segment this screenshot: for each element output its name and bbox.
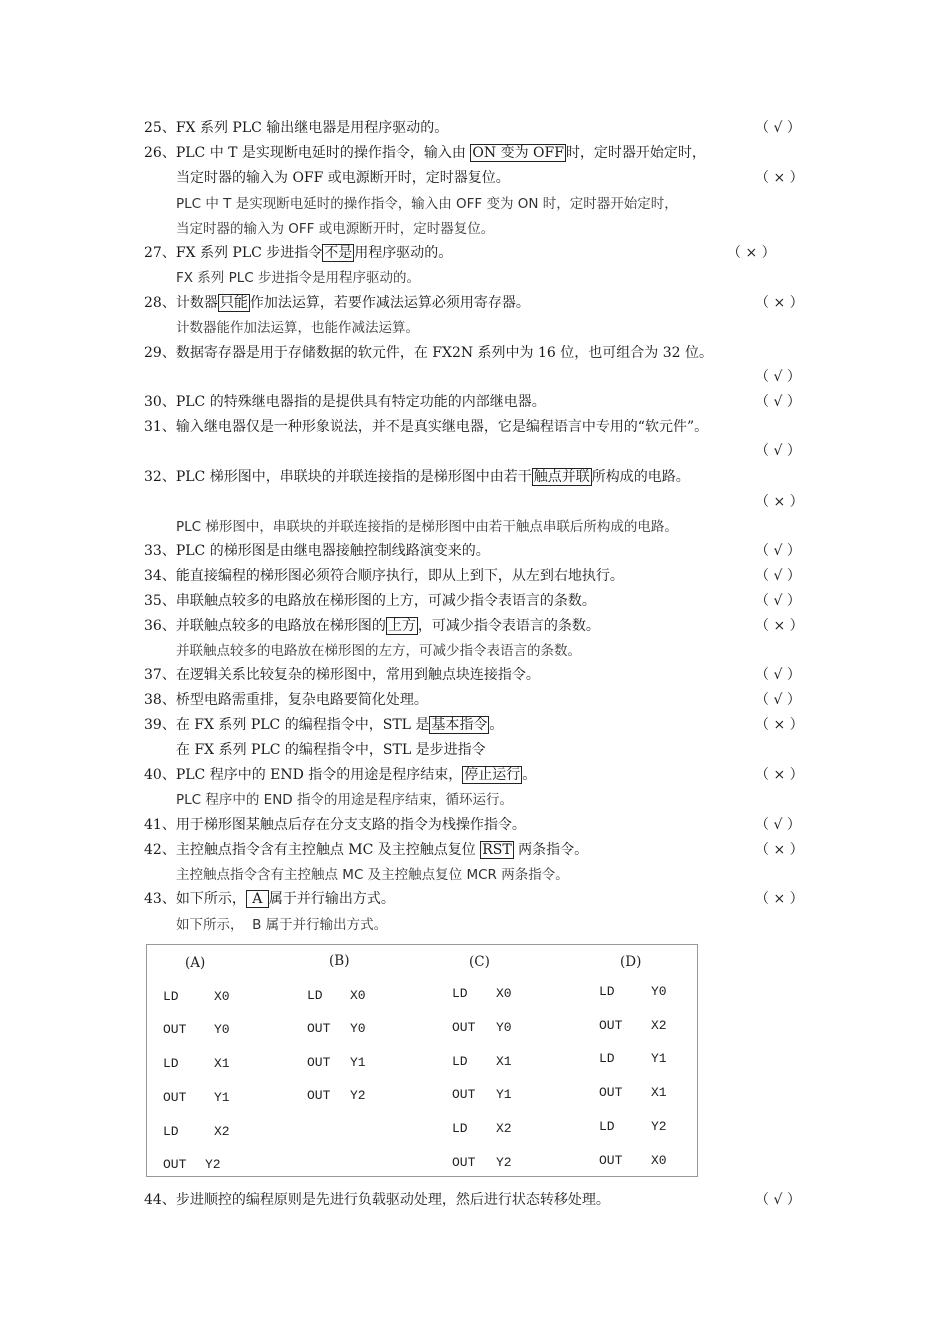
- question-42-part-b: 两条指令。: [513, 842, 589, 858]
- question-35: 35、串联触点较多的电路放在梯形图的上方，可减少指令表语言的条数。: [144, 593, 596, 609]
- col-d-arg-5: Y2: [651, 1119, 667, 1134]
- col-c-op-4: OUT: [452, 1087, 476, 1102]
- answer-mark-41: （ √ ）: [755, 817, 801, 833]
- col-d-arg-6: X0: [651, 1153, 667, 1168]
- correction-27: FX 系列 PLC 步进指令是用程序驱动的。: [176, 270, 420, 286]
- question-32-part-a: 32、PLC 梯形图中，串联块的并联连接指的是梯形图中由若干: [144, 469, 532, 485]
- question-37: 37、在逻辑关系比较复杂的梯形图中，常用到触点块连接指令。: [144, 667, 540, 683]
- col-c-op-5: LD: [452, 1121, 468, 1136]
- answer-mark-25: （ √ ）: [755, 120, 801, 136]
- error-box-26: ON 变为 OFF: [472, 145, 564, 161]
- column-c-header: (C): [469, 954, 490, 970]
- question-26-line2: 当定时器的输入为 OFF 或电源断开时，定时器复位。: [176, 170, 510, 186]
- answer-mark-40: （ × ）: [755, 767, 804, 783]
- question-36-part-a: 36、并联触点较多的电路放在梯形图的: [144, 618, 386, 634]
- answer-mark-36: （ × ）: [755, 618, 804, 634]
- col-c-arg-1: X0: [496, 986, 512, 1001]
- answer-mark-43: （ × ）: [755, 891, 804, 907]
- question-27-part-b: 用程序驱动的。: [354, 245, 453, 261]
- question-41: 41、用于梯形图某触点后存在分支支路的指令为栈操作指令。: [144, 817, 526, 833]
- question-42-part-a: 42、主控触点指令含有主控触点 MC 及主控触点复位: [144, 842, 481, 858]
- answer-mark-39: （ × ）: [755, 717, 804, 733]
- col-a-op-4: OUT: [163, 1090, 187, 1105]
- col-c-op-1: LD: [452, 986, 468, 1001]
- correction-40: PLC 程序中的 END 指令的用途是程序结束，循环运行。: [176, 792, 513, 808]
- instruction-list-table: [146, 944, 698, 1177]
- error-box-40: 停止运行: [464, 767, 521, 783]
- col-d-op-1: LD: [599, 984, 615, 999]
- question-38: 38、桥型电路需重排，复杂电路要简化处理。: [144, 692, 428, 708]
- correction-42: 主控触点指令含有主控触点 MC 及主控触点复位 MCR 两条指令。: [176, 867, 569, 883]
- col-a-arg-1: X0: [214, 989, 230, 1004]
- col-d-op-5: LD: [599, 1119, 615, 1134]
- answer-mark-30: （ √ ）: [755, 394, 801, 410]
- question-29: 29、数据寄存器是用于存储数据的软元件，在 FX2N 系列中为 16 位，也可组合为 32 位。: [144, 345, 713, 361]
- correction-39: 在 FX 系列 PLC 的编程指令中，STL 是步进指令: [176, 742, 486, 758]
- question-25: [144, 118, 448, 138]
- col-c-arg-4: Y1: [496, 1087, 512, 1102]
- col-d-op-4: OUT: [599, 1085, 623, 1100]
- correction-43: 如下所示， B 属于并行输出方式。: [176, 917, 388, 933]
- col-d-op-3: LD: [599, 1051, 615, 1066]
- answer-mark-42: （ × ）: [755, 842, 804, 858]
- question-36-part-b: ，可减少指令表语言的条数。: [417, 618, 600, 634]
- col-d-arg-3: Y1: [651, 1051, 667, 1066]
- column-d-header: (D): [620, 954, 642, 970]
- correction-26-line2: 当定时器的输入为 OFF 或电源断开时，定时器复位。: [176, 221, 495, 237]
- question-32: [144, 467, 690, 487]
- answer-mark-26: （ × ）: [755, 170, 804, 186]
- answer-mark-29: （ √ ）: [755, 369, 801, 385]
- error-box-36: 上方: [387, 618, 416, 634]
- question-28-part-a: 28、计数器: [144, 295, 218, 311]
- question-25-text: 25、FX 系列 PLC 输出继电器是用程序驱动的。: [144, 120, 449, 136]
- answer-mark-37: （ √ ）: [755, 667, 801, 683]
- question-26: [144, 143, 706, 163]
- col-a-arg-2: Y0: [214, 1022, 230, 1037]
- col-c-arg-6: Y2: [496, 1155, 512, 1170]
- error-box-43: A: [247, 891, 267, 907]
- question-33: 33、PLC 的梯形图是由继电器接触控制线路演变来的。: [144, 543, 490, 559]
- column-b-header: (B): [329, 953, 350, 969]
- col-d-arg-4: X1: [651, 1085, 667, 1100]
- col-b-op-3: OUT: [307, 1055, 331, 1070]
- question-27: [144, 243, 452, 263]
- error-box-42: RST: [482, 842, 512, 858]
- col-a-arg-5: X2: [214, 1124, 230, 1139]
- error-box-28: 只能: [219, 295, 248, 311]
- col-a-arg-6: Y2: [205, 1157, 221, 1172]
- answer-mark-33: （ √ ）: [755, 543, 801, 559]
- col-d-op-2: OUT: [599, 1018, 623, 1033]
- col-b-arg-4: Y2: [350, 1088, 366, 1103]
- col-a-op-6: OUT: [163, 1157, 187, 1172]
- question-30: 30、PLC 的特殊继电器指的是提供具有特定功能的内部继电器。: [144, 394, 546, 410]
- answer-mark-44: （ √ ）: [755, 1192, 801, 1208]
- col-d-arg-1: Y0: [651, 984, 667, 999]
- correction-28: 计数器能作加法运算，也能作减法运算。: [176, 320, 419, 336]
- question-26-part-b: 时，定时器开始定时，: [565, 145, 706, 161]
- question-40: [144, 765, 536, 785]
- answer-mark-35: （ √ ）: [755, 593, 801, 609]
- question-39-part-b: 。: [489, 717, 504, 733]
- col-d-op-6: OUT: [599, 1153, 623, 1168]
- col-a-op-5: LD: [163, 1124, 179, 1139]
- error-box-32: 触点并联: [533, 469, 590, 485]
- answer-mark-32: （ × ）: [755, 494, 804, 510]
- question-40-part-b: 。: [522, 767, 537, 783]
- question-34: 34、能直接编程的梯形图必须符合顺序执行，即从上到下，从左到右地执行。: [144, 568, 624, 584]
- answer-mark-27: （ × ）: [727, 245, 776, 261]
- question-28-part-b: 作加法运算，若要作减法运算必须用寄存器。: [249, 295, 530, 311]
- answer-mark-34: （ √ ）: [755, 568, 801, 584]
- answer-mark-28: （ × ）: [755, 295, 804, 311]
- col-b-op-1: LD: [307, 988, 323, 1003]
- col-b-arg-2: Y0: [350, 1021, 366, 1036]
- col-a-op-2: OUT: [163, 1022, 187, 1037]
- col-d-arg-2: X2: [651, 1018, 667, 1033]
- question-28: [144, 293, 530, 313]
- col-a-op-3: LD: [163, 1056, 179, 1071]
- correction-26-line1: PLC 中 T 是实现断电延时的操作指令，输入由 OFF 变为 ON 时，定时器开始定时，: [176, 196, 678, 212]
- col-c-op-3: LD: [452, 1054, 468, 1069]
- col-c-arg-5: X2: [496, 1121, 512, 1136]
- col-c-arg-3: X1: [496, 1054, 512, 1069]
- correction-32: PLC 梯形图中，串联块的并联连接指的是梯形图中由若干触点串联后所构成的电路。: [176, 519, 678, 535]
- col-b-op-2: OUT: [307, 1021, 331, 1036]
- question-43-part-a: 43、如下所示，: [144, 891, 246, 907]
- answer-mark-38: （ √ ）: [755, 692, 801, 708]
- col-b-op-4: OUT: [307, 1088, 331, 1103]
- col-a-op-1: LD: [163, 989, 179, 1004]
- col-c-op-6: OUT: [452, 1155, 476, 1170]
- error-box-27: 不是: [324, 245, 353, 261]
- col-a-arg-3: X1: [214, 1056, 230, 1071]
- question-26-part-a: 26、PLC 中 T 是实现断电延时的操作指令，输入由: [144, 145, 471, 161]
- question-40-part-a: 40、PLC 程序中的 END 指令的用途是程序结束，: [144, 767, 463, 783]
- col-c-arg-2: Y0: [496, 1020, 512, 1035]
- col-a-arg-4: Y1: [214, 1090, 230, 1105]
- question-27-part-a: 27、FX 系列 PLC 步进指令: [144, 245, 323, 261]
- col-c-op-2: OUT: [452, 1020, 476, 1035]
- question-31: 31、输入继电器仅是一种形象说法，并不是真实继电器，它是编程语言中专用的“软元件”。: [144, 419, 709, 435]
- question-43: [144, 889, 395, 909]
- correction-36: 并联触点较多的电路放在梯形图的左方，可减少指令表语言的条数。: [176, 643, 581, 659]
- answer-mark-31: （ √ ）: [755, 443, 801, 459]
- question-44: 44、步进顺控的编程原则是先进行负载驱动处理，然后进行状态转移处理。: [144, 1192, 610, 1208]
- col-b-arg-1: X0: [350, 988, 366, 1003]
- question-36: [144, 616, 600, 636]
- col-b-arg-3: Y1: [350, 1055, 366, 1070]
- question-39-part-a: 39、在 FX 系列 PLC 的编程指令中，STL 是: [144, 717, 430, 733]
- column-a-header: (A): [185, 955, 206, 971]
- question-43-part-b: 属于并行输出方式。: [268, 891, 395, 907]
- error-box-39: 基本指令: [431, 717, 488, 733]
- question-39: [144, 715, 503, 735]
- question-42: [144, 840, 588, 860]
- question-32-part-b: 所构成的电路。: [591, 469, 690, 485]
